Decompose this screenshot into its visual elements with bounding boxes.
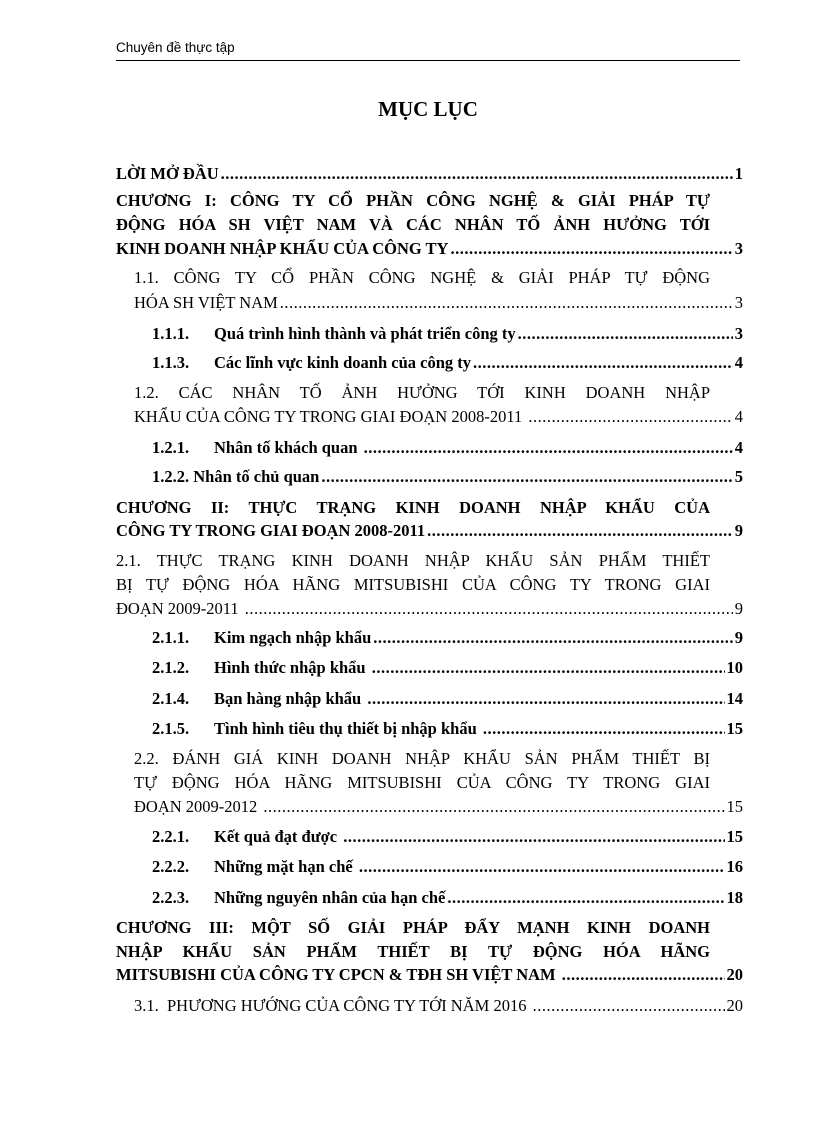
page-header: Chuyên đề thực tập [116, 38, 740, 61]
toc-entry-text: TỰ ĐỘNG HÓA HÃNG MITSUBISHI CỦA CÔNG TY TRONG GIAI [134, 773, 710, 792]
toc-leader [533, 994, 725, 1018]
toc-page-number: 20 [726, 996, 743, 1015]
toc-entry-text: Kim ngạch nhập khẩu [214, 628, 372, 647]
toc-leader [280, 291, 733, 315]
toc-entry-number: 2.1.4. [152, 689, 190, 708]
toc-entry-text: BỊ TỰ ĐỘNG HÓA HÃNG MITSUBISHI CỦA CÔNG TY TRONG GIAI [116, 575, 710, 594]
toc-page-number: 4 [734, 407, 743, 426]
toc-leader [373, 626, 732, 650]
toc-leader [321, 465, 732, 489]
toc-entry-text: KHẨU CỦA CÔNG TY TRONG GIAI ĐOẠN 2008-2011 [134, 407, 527, 426]
toc-entry-text: Các lĩnh vực kinh doanh của công ty [214, 353, 471, 372]
toc-entry-number: 2.1.5. [152, 719, 190, 738]
toc-entry-number: 2.2.2. [152, 857, 190, 876]
toc-entry-text: 2.2. ĐÁNH GIÁ KINH DOANH NHẬP KHẨU SẢN PHẨM THIẾT BỊ [134, 749, 710, 768]
toc-entry-text: CÔNG TY TRONG GIAI ĐOẠN 2008-2011 [116, 521, 426, 540]
toc-entry-text: CHƯƠNG II: THỰC TRẠNG KINH DOANH NHẬP KHẨU CỦA [116, 498, 710, 517]
toc-page-number: 9 [734, 599, 743, 618]
page-title: MỤC LỤC [378, 97, 478, 121]
toc-page-number: 5 [734, 467, 743, 486]
toc-entry-text: Nhân tố khách quan [214, 438, 362, 457]
toc-entry-number: 1.2.1. [152, 438, 190, 457]
toc-page-number: 16 [726, 857, 743, 876]
toc-entry-text: Những mặt hạn chế [214, 857, 357, 876]
toc-entry-text: Quá trình hình thành và phát triển công ty [214, 324, 516, 343]
toc-page-number: 10 [726, 658, 743, 677]
toc-entry-text: Những nguyên nhân của hạn chế [214, 888, 446, 907]
toc-leader [364, 436, 733, 460]
toc-leader [359, 855, 725, 879]
toc-page-number: 15 [726, 797, 743, 816]
toc-leader [343, 825, 724, 849]
toc-leader [263, 795, 724, 819]
toc-entry-text: Tình hình tiêu thụ thiết bị nhập khẩu [214, 719, 481, 738]
toc-leader [427, 519, 733, 543]
toc-page-number: 15 [726, 827, 743, 846]
toc-entry-number: 2.2.1. [152, 827, 190, 846]
toc-leader [372, 656, 725, 680]
toc-entry-text: 3.1. PHƯƠNG HƯỚNG CỦA CÔNG TY TỚI NĂM 2016 [134, 996, 531, 1015]
toc-entry-text: Kết quả đạt được [214, 827, 342, 846]
toc-entry-text: Bạn hàng nhập khẩu [214, 689, 366, 708]
toc-entry-text: 2.1. THỰC TRẠNG KINH DOANH NHẬP KHẨU SẢN PHẨM THIẾT [116, 551, 710, 570]
toc-page-number: 9 [734, 628, 743, 647]
toc-leader [367, 687, 724, 711]
toc-page-number: 9 [734, 521, 743, 540]
toc-leader [245, 597, 733, 621]
toc-page-number: 15 [726, 719, 743, 738]
toc-entry-text: 1.1. CÔNG TY CỔ PHẦN CÔNG NGHỆ & GIẢI PHÁP TỰ ĐỘNG [134, 268, 710, 287]
toc-entry-text: CHƯƠNG III: MỘT SỐ GIẢI PHÁP ĐẨY MẠNH KINH DOANH [116, 918, 710, 937]
toc-entry-text: MITSUBISHI CỦA CÔNG TY CPCN & TĐH SH VIỆT NAM [116, 965, 560, 984]
toc-leader [450, 237, 732, 261]
toc-page-number: 1 [734, 164, 743, 183]
toc-page-number: 18 [726, 888, 743, 907]
toc-page-number: 3 [734, 293, 743, 312]
toc-entry-text: 1.2. CÁC NHÂN TỐ ẢNH HƯỞNG TỚI KINH DOANH NHẬP [134, 383, 710, 402]
toc-entry-text: KINH DOANH NHẬP KHẨU CỦA CÔNG TY [116, 239, 449, 258]
toc-page-number: 3 [734, 239, 743, 258]
toc-leader [473, 351, 733, 375]
toc-entry-text: ĐỘNG HÓA SH VIỆT NAM VÀ CÁC NHÂN TỐ ẢNH HƯỞNG TỚI [116, 215, 710, 234]
toc-entry-text: LỜI MỞ ĐẦU [116, 164, 219, 183]
toc-entry-number: 2.2.3. [152, 888, 190, 907]
toc-entry-text: NHẬP KHẨU SẢN PHẨM THIẾT BỊ TỰ ĐỘNG HÓA HÃNG [116, 942, 710, 961]
toc-entry-text: ĐOẠN 2009-2012 [134, 797, 262, 816]
toc-page-number: 14 [726, 689, 743, 708]
toc-entry-number: 2.1.2. [152, 658, 190, 677]
toc-entry-number: 1.1.1. [152, 324, 190, 343]
toc-entry-text: HÓA SH VIỆT NAM [134, 293, 278, 312]
toc-leader [562, 963, 725, 987]
toc-leader [518, 322, 733, 346]
toc-entry-text: Hình thức nhập khẩu [214, 658, 370, 677]
toc-entry-text: 1.2.2. Nhân tố chủ quan [152, 467, 320, 486]
toc-leader [447, 886, 724, 910]
toc-entry-number: 2.1.1. [152, 628, 190, 647]
toc-leader [221, 162, 733, 186]
toc-leader [528, 405, 732, 429]
toc-page-number: 20 [726, 965, 743, 984]
toc-entry-text: ĐOẠN 2009-2011 [116, 599, 243, 618]
toc-entry-text: CHƯƠNG I: CÔNG TY CỔ PHẦN CÔNG NGHỆ & GIẢI PHÁP TỰ [116, 191, 710, 210]
toc-entry-number: 1.1.3. [152, 353, 190, 372]
toc-page-number: 4 [734, 353, 743, 372]
toc-page-number: 4 [734, 438, 743, 457]
toc-page-number: 3 [734, 324, 743, 343]
toc-leader [483, 717, 725, 741]
